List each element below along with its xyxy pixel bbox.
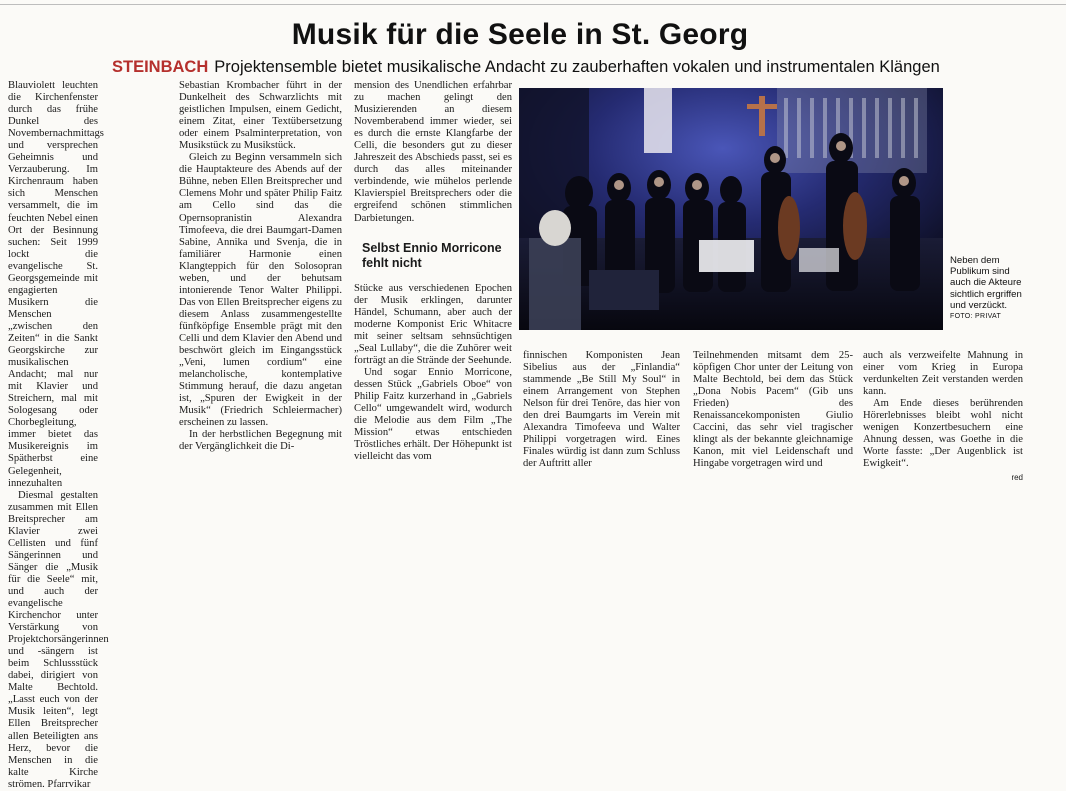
- dateline: STEINBACH: [112, 58, 209, 76]
- column-3: [354, 80, 512, 492]
- subheadline-line: [112, 58, 940, 77]
- paragraph: In der herbstlichen Begegnung mit der Vergänglichkeit die Di-: [179, 429, 342, 453]
- column-5: [693, 350, 853, 492]
- paragraph: Am Ende dieses berührenden Hörerlebnisses bleibt wohl nicht wenigen Konzertbesuchern eine Ahnung dessen, was Goethe in die Worte fasste: „Der Augenblick ist Ewigkeit“.: [863, 398, 1023, 470]
- paragraph: Gleich zu Beginn versammeln sich die Hauptakteure des Abends auf der Bühne, neben Ellen Breitsprecher und Clemens Mohr und später Philip Faitz am Cello sind das die Opernsopranistin Alexandra Timofeeva, die drei Baumgart-Damen Sabine, Annika und Svenja, die in familiärer Harmonie einen Klangteppich für den Solosopran weben, und der behutsam intonierende Tenor Walter Philippi. Das von Ellen Breitsprecher eigens zu diesem Anlass zusammengestellte fünfköpfige Ensemble prägt mit den Celli und dem Klavier den Abend und beschwört gleich im Eingangsstück „Veni, lumen cordium“ eine melancholische, kontemplative Stimmung herauf, die dazu angetan ist, „Spuren der Ewigkeit in der Musik“ (Friedrich Schleiermacher) erscheinen zu lassen.: [179, 152, 342, 429]
- paragraph: Blauviolett leuchten die Kirchenfenster durch das frühe Dunkel des Novembernachmittags und versprechen Geheimnis und Verzauberung. Im Kirchenraum haben sich Menschen versammelt, die im feuchten Nebel einen Ort der Besinnung suchen: Seit 1999 lockt die evangelische St. Georgsgemeinde mit engagierten Musikern die Menschen „zwischen den Zeiten“ in die Sankt Georgskirche zur musikalischen Andacht; mal nur mit Klavier und Streichern, mal mit Sologesang oder Chorbegleitung, immer bietet das Musikereignis im Spätherbst eine Gelegenheit, innezuhalten: [8, 80, 104, 489]
- author-signature: red: [1011, 473, 1023, 483]
- column-6: [863, 350, 1023, 492]
- paragraph: finnischen Komponisten Jean Sibelius aus der „Finlandia“ stammende „Be Still My Soul“ in einem Arrangement von Stephen Nelson für drei Tenöre, das hier von den drei Baumgarts im Verein mit Alexandra Timofeeva und Walter Philippi vorgetragen wird. Eines Finales würdig ist dann zum Schluss der Auftritt aller: [523, 350, 680, 470]
- paragraph: Teilnehmenden mitsamt dem 25-köpfigen Chor unter der Leitung von Malte Bechtold, bei dem das Stück „Dona Nobis Pacem“ (Gib uns Frieden) des Renaissancekomponisten Giulio Caccini, das sehr viel tragischer klingt als der bekannte gleichnamige Kanon, mit viel Leidenschaft und Hingabe vorgetragen wird und: [693, 350, 853, 470]
- caption-text: Neben dem Publikum sind auch die Akteure sichtlich ergriffen und verzückt.: [950, 255, 1022, 311]
- photo-credit: FOTO: PRIVAT: [950, 313, 1002, 321]
- top-rule: [0, 4, 1066, 5]
- concert-photo: [519, 88, 943, 330]
- paragraph: Und sogar Ennio Morricone, dessen Stück „Gabriels Oboe“ von Philip Faitz kurzerhand in „Gabriels Cello“ umgewandelt wird, wodurch die Melodie aus dem Film „The Mission“ etwas entschieden Tröstliches erhält. Der Höhepunkt ist vielleicht das vom: [354, 366, 512, 463]
- subheadline: Projektensemble bietet musikalische Andacht zu zauberhaften vokalen und instrumentalen Klängen: [214, 58, 940, 76]
- column-4: [523, 350, 680, 492]
- column-2: [179, 80, 342, 492]
- headline: Musik für die Seele in St. Georg: [291, 18, 749, 51]
- paragraph: mension des Unendlichen erfahrbar zu machen gelingt den Musizierenden an diesem Novemberabend immer wieder, sei es durch die ernste Klangfarbe der Celli, die besonders gut zu dieser Jahreszeit des Abschieds passt, sei es durch das alles miteinander verbindende, wie mühelos perlende Klavierspiel Breitsprechers oder die ergreifend schönen stimmlichen Darbietungen.: [354, 80, 512, 224]
- paragraph: Sebastian Krombacher führt in der Dunkelheit des Schwarzlichts mit geistlichen Impulsen, einem Gedicht, einem Zitat, einer Textübersetzung oder einem Psalminterpretation, von Musikstück zu Musikstück.: [179, 80, 342, 152]
- concert-photo-illustration: [519, 88, 943, 330]
- photo-caption: [950, 255, 1030, 322]
- paragraph: auch als verzweifelte Mahnung in einer vom Krieg in Europa verdunkelten Zeit verstanden werden kann.: [863, 350, 1023, 398]
- subhead: Selbst Ennio Morricone fehlt nicht: [362, 240, 502, 270]
- column-1: [8, 80, 109, 790]
- paragraph: Stücke aus verschiedenen Epochen der Musik erklingen, darunter Händel, Schumann, aber auch der moderne Komponist Eric Whitacre mit seiner seltsam sehnsüchtigen „Seal Lullaby“, die die Zuhörer weit forträgt an die Strände der Seehunde.: [354, 282, 512, 366]
- paragraph: Diesmal gestalten zusammen mit Ellen Breitsprecher am Klavier zwei Cellisten und fünf Sängerinnen und Sänger die „Musik für die Seele“ mit, und auch der evangelische Kirchenchor unter Verstärkung von Projektchorsängerinnen und -sängern ist beim Schlussstück dabei, dirigiert von Malte Bechtold. „Lasst euch von der Musik leiten“, legt Ellen Breitsprecher allen Beteiligten ans Herz, bevor die Menschen in die kalte Kirche strömen. Pfarrvikar: [8, 489, 109, 790]
